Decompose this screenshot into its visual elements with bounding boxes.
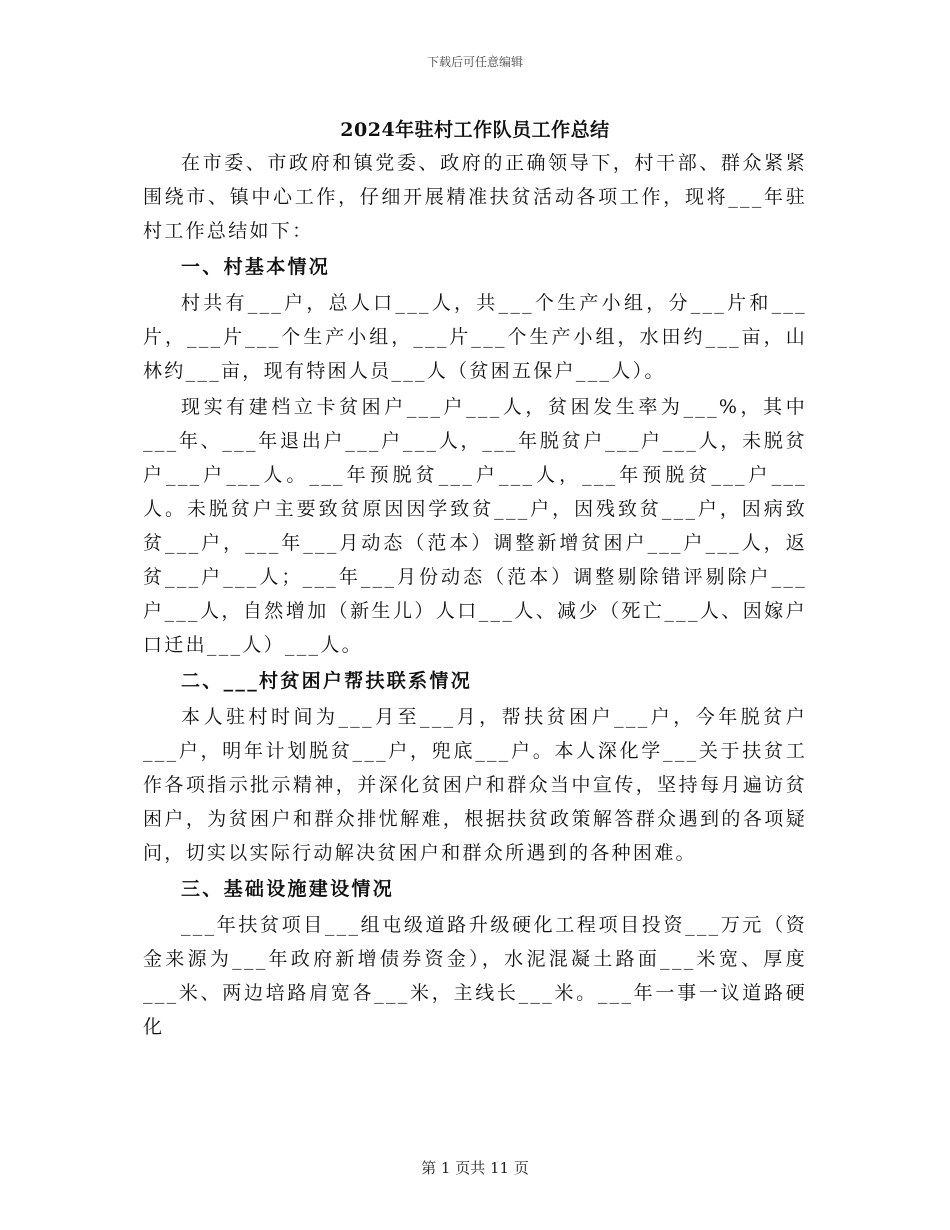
- section-3-heading: 三、基础设施建设情况: [181, 878, 395, 900]
- document-body: [143, 146, 807, 1046]
- section-1-paragraph-2: 现实有建档立卡贫困户___户___人，贫困发生率为___%，其中___年、___年退出户___户___人，___年脱贫户___户___人，未脱贫户___户___人。___年预脱贫___户___人，___年预脱贫___户___人。未脱贫户主要致贫原因因学致贫___户，因残致贫___户，因病致贫___户，___年___月动态（范本）调整新增贫困户___户___人，返贫___户___人；___年___月份动态（范本）调整剔除错评剔除户___户___人，自然增加（新生儿）人口___人、减少（死亡___人、因嫁户口迁出___人）___人。: [143, 396, 807, 656]
- section-3-paragraph-1: ___年扶贫项目___组屯级道路升级硬化工程项目投资___万元（资金来源为___年政府新增债券资金），水泥混凝土路面___米宽、厚度___米、两边培路肩宽各___米，主线长___米。___年一事一议道路硬化: [143, 914, 807, 1038]
- header-note: 下载后可任意编辑: [426, 55, 523, 69]
- section-2-paragraph-1: 本人驻村时间为___月至___月，帮扶贫困户___户，今年脱贫户___户，明年计划脱贫___户，兜底___户。本人深化学___关于扶贫工作各项指示批示精神，并深化贫困户和群众当中宣传，坚持每月遍访贫困户，为贫困户和群众排忧解难，根据扶贫政策解答群众遇到的各项疑问，切实以实际行动解决贫困户和群众所遇到的各种困难。: [143, 706, 807, 864]
- page-number: 第 1 页共 11 页: [421, 1159, 529, 1177]
- intro-paragraph: 在市委、市政府和镇党委、政府的正确领导下，村干部、群众紧紧围绕市、镇中心工作，仔细开展精准扶贫活动各项工作，现将___年驻村工作总结如下：: [143, 152, 807, 242]
- section-1-paragraph-1: 村共有___户，总人口___人，共___个生产小组，分___片和___片，___片___个生产小组，___片___个生产小组，水田约___亩，山林约___亩，现有特困人员___人（贫困五保户___人）。: [143, 292, 807, 382]
- section-1-heading: 一、村基本情况: [181, 256, 331, 278]
- section-2-heading: 二、___村贫困户帮扶联系情况: [181, 670, 473, 692]
- document-title: 2024年驻村工作队员工作总结: [340, 119, 610, 141]
